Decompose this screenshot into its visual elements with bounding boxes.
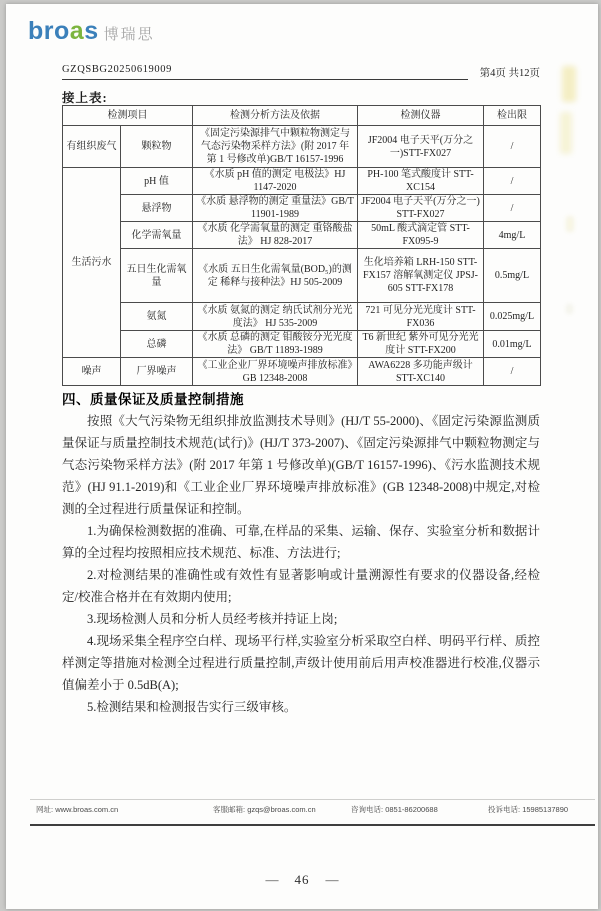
cell-item: 颗粒物: [121, 126, 193, 168]
qa-intro-paragraph: 按照《大气污染物无组织排放监测技术导则》(HJ/T 55-2000)、《固定污染源监测质量保证与质量控制技术规范(试行)》(HJ/T 373-2007)、《固定污染源排气中颗粒物测定与气态污染物采样方法》(附 2017 年第 1 号修改单)(GB/T 16157-1996)、《污水监测技术规范》(HJ 91.1-2019)和《工业企业厂界环境噪声排放标准》(GB 12348-2008)中规定,对检测的全过程进行质量保证和控制。: [62, 414, 540, 516]
header-detection-limit: 检出限: [484, 106, 541, 126]
scan-artifact: [560, 112, 572, 154]
footer-top-rule: [30, 799, 595, 800]
cell-instrument: PH-100 笔式酸度计 STT-XC154: [358, 168, 484, 195]
footer-complaint-phone: [488, 804, 568, 815]
logo-chinese-name: 博瑞思: [103, 25, 155, 43]
broas-logo: [28, 19, 155, 44]
footer-bottom-rule: [30, 824, 595, 826]
cell-method: 《水质 氨氮的测定 纳氏试剂分光光度法》 HJ 535-2009: [193, 303, 358, 331]
cell-limit: /: [484, 195, 541, 222]
page-number-dash-left: —: [265, 872, 279, 887]
scan-artifact: [566, 304, 573, 314]
cell-method: 《固定污染源排气中颗粒物测定与气态污染物采样方法》(附 2017 年第 1 号修改单)GB/T 16157-1996: [193, 126, 358, 168]
cell-item: 化学需氧量: [121, 222, 193, 249]
header-method: 检测分析方法及依据: [193, 106, 358, 126]
cell-instrument: AWA6228 多功能声级计 STT-XC140: [358, 358, 484, 386]
cell-limit: 0.5mg/L: [484, 249, 541, 303]
logo-text-green: a: [69, 17, 85, 45]
footer-phone: [351, 804, 438, 815]
table-row-bod5: [63, 249, 541, 303]
footer-complaint-label: 投诉电话:: [488, 805, 521, 814]
table-continuation-label: 接上表:: [62, 91, 108, 105]
cell-limit: /: [484, 168, 541, 195]
group-organized-waste-gas: 有组织废气: [63, 126, 121, 168]
table-row-ammonia-nitrogen: [63, 303, 541, 331]
cell-item: pH 值: [121, 168, 193, 195]
cell-instrument: 721 可见分光光度计 STT-FX036: [358, 303, 484, 331]
cell-item: 悬浮物: [121, 195, 193, 222]
qa-measure-1: 1.为确保检测数据的准确、可靠,在样品的采集、运输、保存、实验室分析和数据计算的全过程均按照相应技术规范、标准、方法进行;: [62, 524, 540, 560]
qa-measure-5: 5.检测结果和检测报告实行三级审核。: [87, 700, 297, 714]
scanned-report-page: [6, 4, 598, 909]
logo-text-blue2: s: [84, 17, 99, 45]
cell-method: 《水质 总磷的测定 钼酸铵分光光度法》 GB/T 11893-1989: [193, 331, 358, 358]
cell-instrument: JF2004 电子天平(万分之一) STT-FX027: [358, 195, 484, 222]
cell-limit: /: [484, 126, 541, 168]
logo-text-blue: bro: [28, 17, 70, 45]
cell-instrument: 50mL 酸式滴定管 STT-FX095-9: [358, 222, 484, 249]
cell-limit: 4mg/L: [484, 222, 541, 249]
page-indicator: 第4页 共12页: [479, 68, 540, 79]
cell-instrument: 生化培养箱 LRH-150 STT-FX157 溶解氧测定仪 JPSJ-605 STT-FX178: [358, 249, 484, 303]
cell-instrument: JF2004 电子天平(万分之一)STT-FX027: [358, 126, 484, 168]
footer-email-value: gzqs@broas.com.cn: [247, 805, 316, 814]
cell-item: 五日生化需氧量: [121, 249, 193, 303]
cell-limit: 0.025mg/L: [484, 303, 541, 331]
footer-complaint-value: 15985137890: [522, 805, 569, 814]
cell-instrument: T6 新世纪 紫外可见分光光度计 STT-FX200: [358, 331, 484, 358]
contact-footer: [30, 804, 595, 818]
table-row-cod: [63, 222, 541, 249]
table-row-boundary-noise: [63, 358, 541, 386]
page-number-value: 46: [294, 872, 310, 887]
footer-email-label: 客服邮箱:: [213, 805, 246, 814]
header-instrument: 检测仪器: [358, 106, 484, 126]
table-header-row: [63, 106, 541, 126]
page-number-dash-right: —: [325, 872, 339, 887]
logo-wordmark: [28, 19, 99, 44]
document-header: [62, 64, 540, 80]
footer-website-value: www.broas.com.cn: [55, 805, 119, 814]
section-body: [62, 410, 540, 718]
group-domestic-sewage: 生活污水: [63, 168, 121, 358]
table-row-particulates: [63, 126, 541, 168]
section-title-qa-qc: 四、质量保证及质量控制措施: [62, 392, 244, 407]
qa-measure-4: 4.现场采集全程序空白样、现场平行样,实验室分析采取空白样、明码平行样、质控样测定等措施对检测全过程进行质量控制,声级计使用前后用声校准器进行校准,仪器示值偏差小于 0.5dB(A);: [62, 634, 540, 692]
cell-method: 《工业企业厂界环境噪声排放标准》GB 12348-2008: [193, 358, 358, 386]
table-row-suspended-solids: [63, 195, 541, 222]
cell-limit: 0.01mg/L: [484, 331, 541, 358]
cell-method: 《水质 悬浮物的测定 重量法》GB/T 11901-1989: [193, 195, 358, 222]
cell-item: 总磷: [121, 331, 193, 358]
cell-method: 《水质 化学需氧量的测定 重铬酸盐法》 HJ 828-2017: [193, 222, 358, 249]
qa-measure-2: 2.对检测结果的准确性或有效性有显著影响或计量溯源性有要求的仪器设备,经检定/校准合格并在有效期内使用;: [62, 568, 540, 604]
scan-artifact: [562, 66, 576, 102]
cell-method: 《水质 pH 值的测定 电极法》HJ 1147-2020: [193, 168, 358, 195]
footer-website-label: 网址:: [36, 805, 54, 814]
footer-website: [36, 804, 118, 815]
scan-artifact: [566, 216, 574, 232]
page-number: [6, 872, 598, 888]
table-row-ph: [63, 168, 541, 195]
document-number: GZQSBG20250619009: [62, 64, 172, 75]
cell-method: 《水质 五日生化需氧量(BOD₅)的测定 稀释与接种法》HJ 505-2009: [193, 249, 358, 303]
header-test-item: 检测项目: [63, 106, 193, 126]
cell-limit: /: [484, 358, 541, 386]
cell-item: 厂界噪声: [121, 358, 193, 386]
qa-measure-3: 3.现场检测人员和分析人员经考核并持证上岗;: [87, 612, 338, 626]
group-noise: 噪声: [63, 358, 121, 386]
footer-email: [213, 804, 316, 815]
cell-item: 氨氮: [121, 303, 193, 331]
footer-phone-value: 0851-86200688: [385, 805, 438, 814]
table-row-total-phosphorus: [63, 331, 541, 358]
test-methods-table: [62, 105, 541, 386]
footer-phone-label: 咨询电话:: [351, 805, 384, 814]
